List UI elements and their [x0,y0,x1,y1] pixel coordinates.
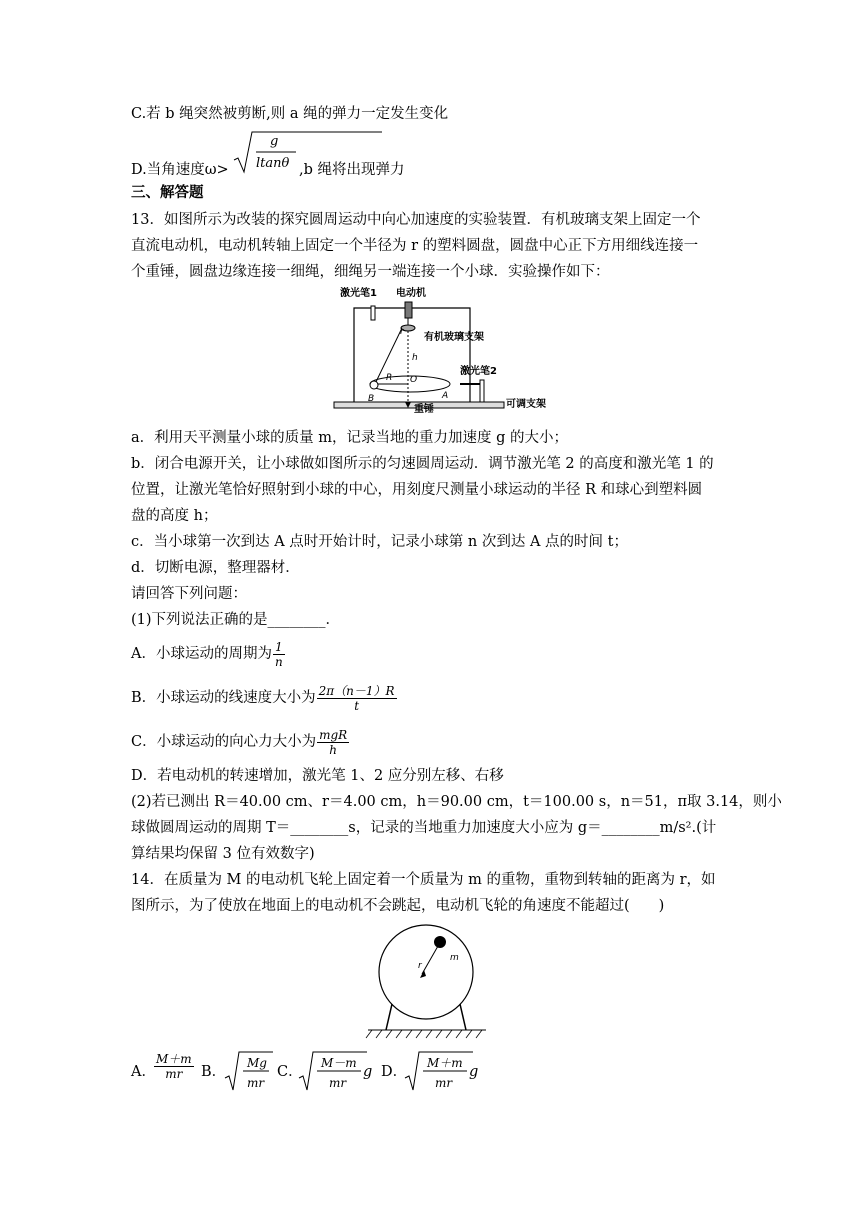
option-a-text: A．小球运动的周期为 [131,646,272,662]
q13-step-b3: 盘的高度 h； [131,508,218,524]
option-c: C.若 b 绳突然被剪断,则 a 绳的弹力一定发生变化 [131,106,449,122]
q14-answer-a-frac [154,1052,194,1081]
q14-answer-c-label: C． [277,1064,303,1080]
q14-answer-d-sqrt [405,1050,485,1094]
option-b-text: B．小球运动的线速度大小为 [131,690,316,706]
q14-b-den: mr [247,1076,265,1090]
fig-label-O: O [410,375,418,385]
fig-label-B: B [368,394,375,404]
q14-answer-b-sqrt [225,1050,275,1094]
q14-line1: 14．在质量为 M 的电动机飞轮上固定着一个质量为 m 的重物，重物到转轴的距离为 r，如 [131,872,716,888]
q13-prompt: 请回答下列问题： [131,586,247,602]
q13-apparatus-figure [330,284,546,424]
option-b-num: 2π（n－1）R [318,683,395,698]
q14-line2: 图所示，为了使放在地面上的电动机不会跳起，电动机飞轮的角速度不能超过( ) [131,898,665,914]
q13-step-b2: 位置，让激光笔恰好照射到小球的中心，用刻度尺测量小球运动的半径 R 和球心到塑料圆 [131,482,703,498]
fig-label-h: h [412,353,418,363]
fig-label-weight: 重锤 [414,404,434,415]
q13-sub2-line3: 算结果均保留 3 位有效数字) [131,846,315,862]
q13-line1: 13．如图所示为改装的探究圆周运动中向心加速度的实验装置．有机玻璃支架上固定一个 [131,212,701,228]
q13-step-d: d．切断电源，整理器材． [131,560,300,576]
fig-label-laser2: 激光笔2 [460,366,497,377]
q14-c-den: mr [329,1076,347,1090]
q14-c-tail: g [363,1064,373,1080]
option-a-num: 1 [273,640,285,655]
q13-option-d: D．若电动机的转速增加，激光笔 1、2 应分别左移、右移 [131,768,504,784]
option-b-den: t [354,698,360,713]
fig-label-R: R [386,373,393,383]
q13-sub1: (1)下列说法正确的是________． [131,612,341,628]
section-title: 三、解答题 [131,184,204,201]
q14-answer-a-label: A． [131,1064,156,1080]
option-d-prefix: D.当角速度ω> [131,162,229,178]
q14-b-num: Mg [247,1056,267,1070]
q13-line3: 个重锤，圆盘边缘连接一细绳，细绳另一端连接一个小球．实验操作如下： [131,264,610,280]
q14-a-num: M＋m [156,1052,192,1066]
fig14-label-r: r [418,961,422,971]
q13-step-a: a．利用天平测量小球的质量 m，记录当地的重力加速度 g 的大小； [131,430,569,446]
option-d-den: ltanθ [256,156,290,171]
q14-c-num: M－m [321,1056,357,1070]
option-c-den: h [329,742,338,757]
fig-label-laser1: 激光笔1 [340,288,377,299]
option-d-num: g [270,134,279,149]
fig-label-stand: 可调支架 [506,399,546,410]
q14-answer-d-label: D． [381,1064,408,1080]
q14-a-den: mr [165,1067,183,1081]
q13-sub2-line1: (2)若已测出 R＝40.00 cm、r＝4.00 cm，h＝90.00 cm，t＝100.00 s，n＝51，π取 3.14，则小 [131,794,782,810]
option-d-suffix: ,b 绳将出现弹力 [299,162,405,178]
option-c-num: mgR [319,727,348,742]
fig-label-motor: 电动机 [396,288,426,299]
q14-flywheel-figure [362,922,492,1040]
q13-step-c: c．当小球第一次到达 A 点时开始计时，记录小球第 n 次到达 A 点的时间 t； [131,534,628,550]
option-a-den: n [274,654,283,669]
q14-d-den: mr [435,1076,453,1090]
q13-option-b [131,678,398,713]
fig-label-A: A [442,391,449,401]
q13-option-c [131,722,350,757]
q13-option-a [131,634,286,669]
q14-d-num: M＋m [427,1056,463,1070]
option-c-text: C．小球运动的向心力大小为 [131,734,317,750]
fig-label-r: r [400,327,404,337]
q13-sub2-line2: 球做圆周运动的周期 T＝________s，记录的当地重力加速度大小应为 g＝________m/s².(计 [131,820,717,836]
fig-label-frame: 有机玻璃支架 [424,332,484,343]
q14-answer-b-label: B． [201,1064,227,1080]
q14-d-tail: g [469,1064,479,1080]
fig14-label-m: m [450,953,459,963]
q13-line2: 直流电动机，电动机转轴上固定一个半径为 r 的塑料圆盘，圆盘中心正下方用细线连接一 [131,238,699,254]
q13-step-b1: b．闭合电源开关，让小球做如图所示的匀速圆周运动．调节激光笔 2 的高度和激光笔 1 的 [131,456,714,472]
q14-answer-c-sqrt [299,1050,379,1094]
